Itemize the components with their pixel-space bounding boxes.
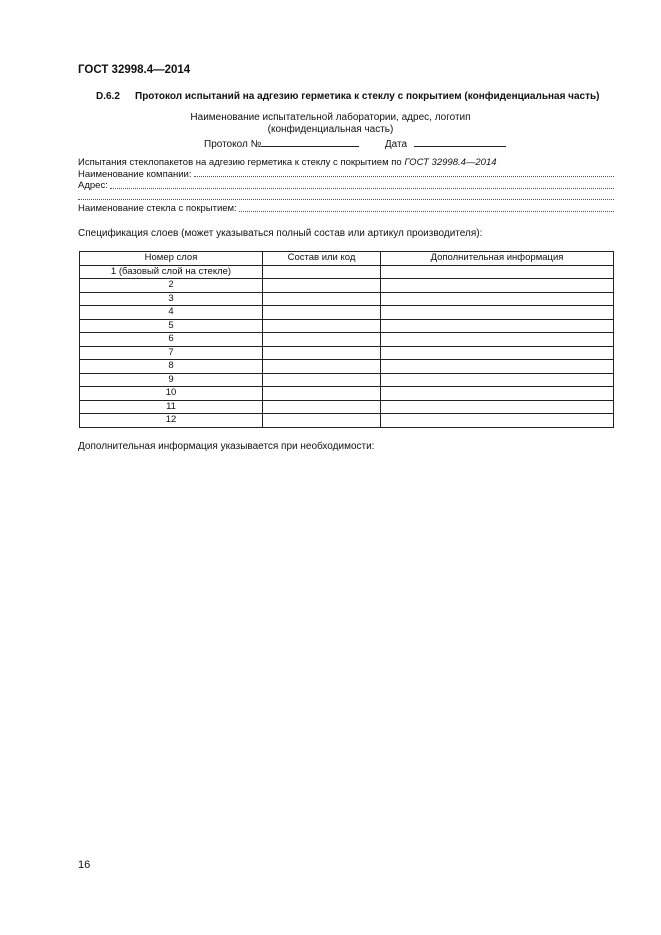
layer-number-cell: 5 <box>80 319 263 333</box>
additional-info-cell[interactable] <box>381 319 614 333</box>
intro-text: Испытания стеклопакетов на адгезию герметика к стеклу с покрытием по <box>78 157 402 168</box>
note-text: Дополнительная информация указывается при необходимости: <box>78 441 375 452</box>
composition-cell[interactable] <box>263 360 381 374</box>
address-line <box>78 180 614 192</box>
layer-number-cell: 7 <box>80 346 263 360</box>
glass-line <box>78 203 614 215</box>
section-number: D.6.2 <box>96 91 120 102</box>
lab-confidential-line: (конфиденциальная часть) <box>267 124 394 135</box>
table-row <box>80 279 614 293</box>
table-row <box>80 306 614 320</box>
additional-info-cell[interactable] <box>381 292 614 306</box>
address-line-2 <box>78 192 614 204</box>
composition-cell[interactable] <box>263 279 381 293</box>
composition-cell[interactable] <box>263 414 381 428</box>
additional-info-cell[interactable] <box>381 373 614 387</box>
composition-cell[interactable] <box>263 306 381 320</box>
form-fields <box>78 157 614 215</box>
layer-number-cell: 10 <box>80 387 263 401</box>
table-row <box>80 400 614 414</box>
layer-number-cell: 2 <box>80 279 263 293</box>
composition-cell[interactable] <box>263 346 381 360</box>
composition-cell[interactable] <box>263 333 381 347</box>
additional-info-cell[interactable] <box>381 265 614 279</box>
protocol-label: Протокол № <box>204 139 262 150</box>
header-composition: Состав или код <box>263 252 381 266</box>
header-additional-info: Дополнительная информация <box>381 252 614 266</box>
layer-number-cell: 3 <box>80 292 263 306</box>
composition-cell[interactable] <box>263 400 381 414</box>
layers-table <box>79 251 614 428</box>
layer-number-cell: 6 <box>80 333 263 347</box>
company-field[interactable] <box>194 169 615 178</box>
table-header-row <box>80 252 614 266</box>
table-row <box>80 387 614 401</box>
glass-label: Наименование стекла с покрытием: <box>78 203 237 214</box>
additional-info-cell[interactable] <box>381 346 614 360</box>
header-layer-number: Номер слоя <box>80 252 263 266</box>
additional-info-cell[interactable] <box>381 387 614 401</box>
additional-info-cell[interactable] <box>381 306 614 320</box>
address-field-2[interactable] <box>78 192 614 201</box>
composition-cell[interactable] <box>263 319 381 333</box>
date-field[interactable] <box>414 136 506 147</box>
section-title: Протокол испытаний на адгезию герметика к стеклу с покрытием (конфиденциальная часть) <box>135 91 600 102</box>
layer-number-cell: 8 <box>80 360 263 374</box>
spec-label: Спецификация слоев (может указываться полный состав или артикул производителя): <box>78 228 483 239</box>
layer-number-cell: 4 <box>80 306 263 320</box>
table-row <box>80 319 614 333</box>
section-heading <box>96 91 599 102</box>
composition-cell[interactable] <box>263 373 381 387</box>
composition-cell[interactable] <box>263 265 381 279</box>
table-row <box>80 346 614 360</box>
table-row <box>80 360 614 374</box>
layer-number-cell: 11 <box>80 400 263 414</box>
additional-info-cell[interactable] <box>381 279 614 293</box>
intro-line <box>78 157 614 169</box>
address-field[interactable] <box>110 180 614 189</box>
additional-info-cell[interactable] <box>381 414 614 428</box>
table-row <box>80 265 614 279</box>
composition-cell[interactable] <box>263 387 381 401</box>
glass-field[interactable] <box>239 203 614 212</box>
lab-name-line: Наименование испытательной лаборатории, адрес, логотип <box>190 112 471 123</box>
additional-info-cell[interactable] <box>381 360 614 374</box>
date-label: Дата <box>384 139 408 150</box>
protocol-number-field[interactable] <box>261 136 359 147</box>
protocol-line <box>204 136 506 150</box>
page-number: 16 <box>78 859 91 871</box>
additional-info-cell[interactable] <box>381 333 614 347</box>
address-label: Адрес: <box>78 180 108 191</box>
layer-number-cell: 1 (базовый слой на стекле) <box>80 265 263 279</box>
company-line <box>78 169 614 181</box>
composition-cell[interactable] <box>263 292 381 306</box>
layer-number-cell: 9 <box>80 373 263 387</box>
document-code: ГОСТ 32998.4—2014 <box>78 64 191 76</box>
company-label: Наименование компании: <box>78 168 192 180</box>
table-row <box>80 373 614 387</box>
intro-standard: ГОСТ 32998.4—2014 <box>404 157 497 168</box>
table-row <box>80 414 614 428</box>
lab-block <box>0 112 661 136</box>
table-row <box>80 333 614 347</box>
table-row <box>80 292 614 306</box>
layer-number-cell: 12 <box>80 414 263 428</box>
additional-info-cell[interactable] <box>381 400 614 414</box>
